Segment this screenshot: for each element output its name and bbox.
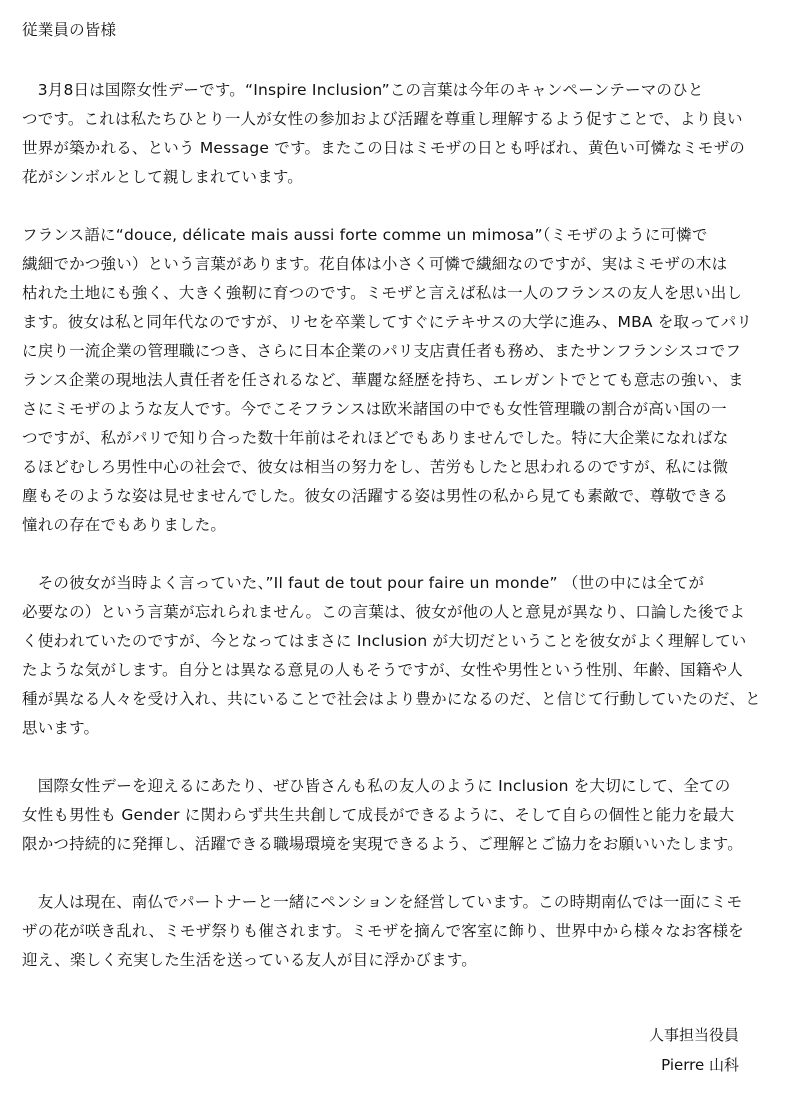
text-line: 繊細でかつ強い）という言葉があります。花自体は小さく可憐で繊細なのですが、実はミモザの木は (22, 255, 728, 273)
text-line: 塵もそのような姿は見せませんでした。彼女の活躍する姿は男性の私から見ても素敵で、尊敬できる (22, 487, 729, 505)
text-line: ランス企業の現地法人責任者を任されるなど、華麗な経歴を持ち、エレガントでとても意志の強い、ま (22, 371, 744, 389)
greeting: 従業員の皆様 (22, 21, 117, 39)
text-line: たような気がします。自分とは異なる意見の人もそうですが、女性や男性という性別、年齢、国籍や人 (22, 661, 743, 679)
text-line: 憧れの存在でもありました。 (22, 516, 227, 534)
signature-title: 人事担当役員 (648, 1026, 739, 1044)
paragraph-mimosa-friend (22, 221, 753, 540)
text-line: るほどむしろ男性中心の社会で、彼女は相当の努力をし、苦労もしたと思われるのですが、私には微 (22, 458, 729, 476)
text-line: 枯れた土地にも強く、大きく強靭に育つのです。ミモザと言えば私は一人のフランスの友人を思い出し (22, 284, 743, 302)
text-line: つですが、私がパリで知り合った数十年前はそれほどでもありませんでした。特に大企業になればな (22, 429, 729, 447)
text-line: に戻り一流企業の管理職につき、さらに日本企業のパリ支店責任者も務め、またサンフランシスコでフ (22, 342, 742, 360)
text-line: つです。これは私たちひとり一人が女性の参加および活躍を尊重し理解するよう促すことで、より良い (22, 110, 743, 128)
text-line: 世界が築かれる、という Message です。またこの日はミモザの日とも呼ばれ、黄色い可憐なミモザの (22, 139, 745, 157)
text-line: く使われていたのですが、今となってはまさに Inclusion が大切だということを彼女がよく理解してい (22, 632, 747, 650)
text-line: 花がシンボルとして親しまれています。 (22, 168, 303, 186)
text-line: 迎え、楽しく充実した生活を送っている友人が目に浮かびます。 (22, 951, 477, 969)
text-line: 種が異なる人々を受け入れ、共にいることで社会はより豊かになるのだ、と信じて行動していたのだ、と (22, 690, 761, 708)
signature-block (649, 1020, 739, 1080)
text-line: 国際女性デーを迎えるにあたり、ぜひ皆さんも私の友人のように Inclusion を大切にして、全ての (22, 777, 731, 795)
paragraph-request (22, 772, 742, 859)
letter-body (22, 16, 761, 1004)
text-line: ザの花が咲き乱れ、ミモザ祭りも催されます。ミモザを摘んで客室に飾り、世界中から様々なお客様を (22, 922, 744, 940)
text-line: ます。彼女は私と同年代なのですが、リセを卒業してすぐにテキサスの大学に進み、MBA を取ってパリ (22, 313, 753, 331)
text-line: 女性も男性も Gender に関わらず共生共創して成長ができるように、そして自らの個性と能力を最大 (22, 806, 735, 824)
text-line: 3月8日は国際女性デーです。“Inspire Inclusion”この言葉は今年のキャンペーンテーマのひと (22, 81, 704, 99)
text-line: その彼女が当時よく言っていた、”Il faut de tout pour faire un monde” （世の中には全てが (22, 574, 705, 592)
text-line: 必要なの）という言葉が忘れられません。この言葉は、彼女が他の人と意見が異なり、口論した後でよ (22, 603, 746, 621)
text-line: さにミモザのような友人です。今でこそフランスは欧米諸国の中でも女性管理職の割合が高い国の一 (22, 400, 727, 418)
text-line: 友人は現在、南仏でパートナーと一緒にペンションを経営しています。この時期南仏では一面にミモ (22, 893, 743, 911)
paragraph-closing (22, 888, 742, 975)
paragraph-campaign (22, 76, 745, 192)
text-line: 限かつ持続的に発揮し、活躍できる職場環境を実現できるよう、ご理解とご協力をお願いいたします。 (22, 835, 743, 853)
text-line: 思います。 (22, 719, 100, 737)
signature-name: Pierre 山科 (661, 1056, 739, 1074)
paragraph-saying (22, 569, 761, 743)
text-line: フランス語に“douce, délicate mais aussi forte comme un mimosa”（ミモザのように可憐で (22, 226, 708, 244)
